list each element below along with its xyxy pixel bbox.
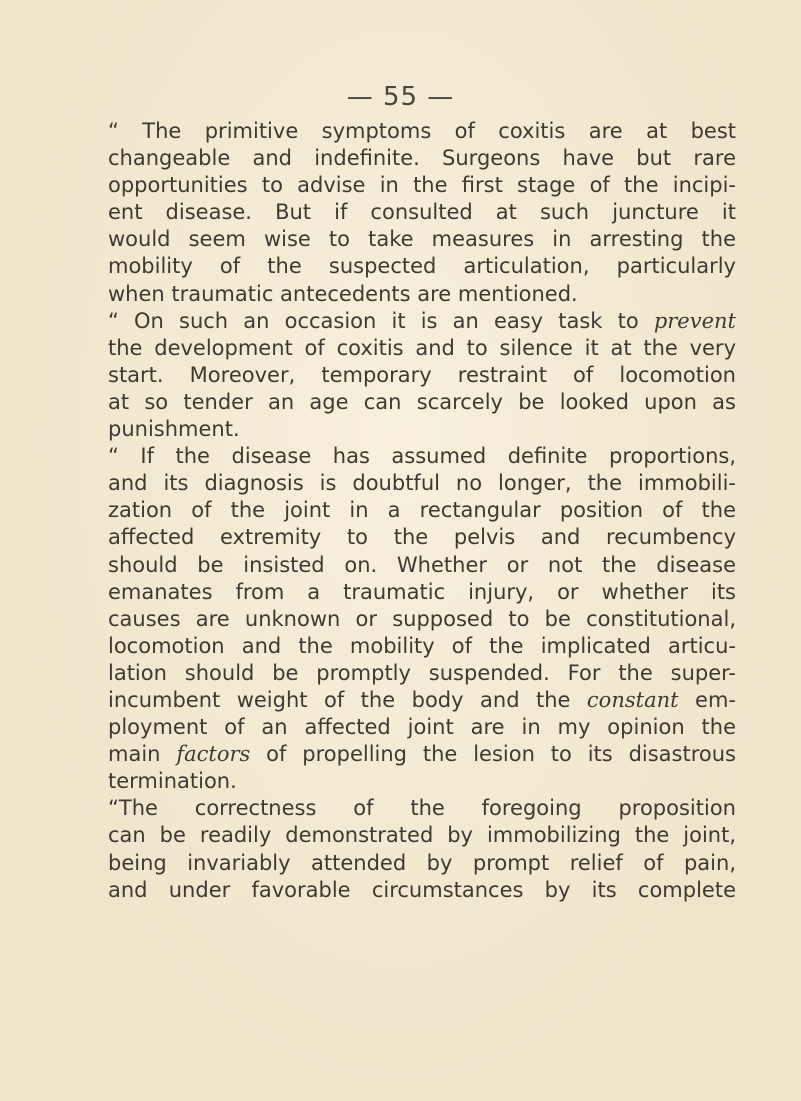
text-line: when traumatic antecedents are mentioned. (108, 281, 578, 306)
text-line: causes are unknown or supposed to be constitutional, (108, 606, 736, 631)
text-line: locomotion and the mobility of the implicated articu- (108, 633, 736, 658)
text-line: and its diagnosis is doubtful no longer, the immobili- (108, 471, 736, 496)
text-line: mobility of the suspected articulation, particularly (108, 254, 736, 279)
text-line: ployment of an affected joint are in my opinion the (108, 715, 736, 740)
text-line: would seem wise to take measures in arresting the (108, 227, 736, 252)
text-line: “ If the disease has assumed definite proportions, (108, 444, 736, 469)
text-line: changeable and indefinite. Surgeons have but rare (108, 146, 736, 171)
text-line (108, 741, 736, 768)
text-segment: incumbent weight of the body and the (108, 687, 587, 712)
text-line: and under favorable circumstances by its complete (108, 877, 736, 902)
text-line: at so tender an age can scarcely be looked upon as (108, 389, 736, 414)
text-line: affected extremity to the pelvis and recumbency (108, 525, 736, 550)
emphasized-word: prevent (653, 308, 736, 333)
text-line: emanates from a traumatic injury, or whether its (108, 579, 736, 604)
text-line: zation of the joint in a rectangular position of the (108, 498, 736, 523)
text-segment: “ On such an occasion it is an easy task to (108, 308, 654, 333)
text-line: opportunities to advise in the first stage of the incipi- (108, 173, 736, 198)
text-line: the development of coxitis and to silence it at the very (108, 335, 736, 360)
text-line: can be readily demonstrated by immobilizing the joint, (108, 823, 736, 848)
page-number: — 55 — (346, 82, 455, 112)
emphasized-word: factors (176, 742, 251, 767)
text-segment: of propelling the lesion to its disastrous (250, 742, 736, 767)
text-line: punishment. (108, 417, 240, 442)
text-line: start. Moreover, temporary restraint of locomotion (108, 362, 736, 387)
text-line: should be insisted on. Whether or not the disease (108, 552, 736, 577)
text-segment: em- (678, 687, 736, 712)
text-segment: main (108, 742, 177, 767)
text-line: lation should be promptly suspended. For the super- (108, 660, 736, 685)
text-line: termination. (108, 769, 237, 794)
text-line (108, 687, 736, 714)
text-line: “The correctness of the foregoing proposition (108, 796, 736, 821)
text-line: “ The primitive symptoms of coxitis are at best (108, 119, 736, 143)
text-line (108, 308, 736, 335)
emphasized-word: constant (586, 687, 679, 712)
body-text (108, 118, 736, 904)
text-line: being invariably attended by prompt relief of pain, (108, 850, 736, 875)
text-line: ent disease. But if consulted at such juncture it (108, 200, 736, 225)
